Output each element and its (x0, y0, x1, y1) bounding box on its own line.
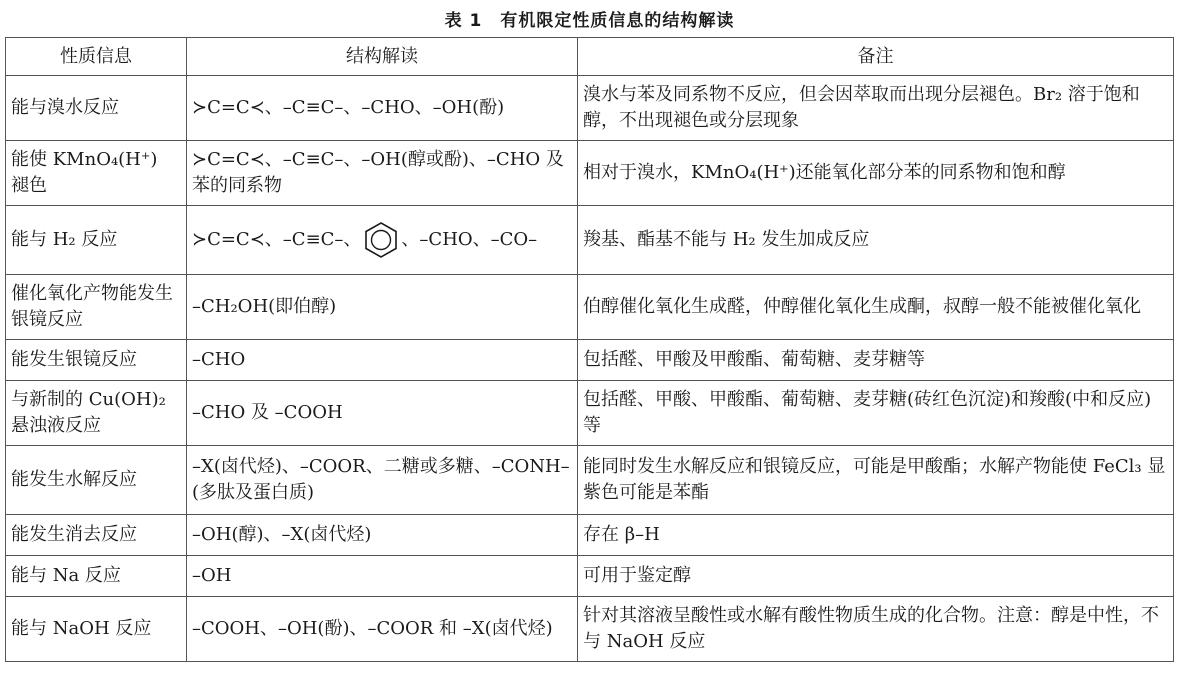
table-row (6, 275, 1174, 340)
cell-notes: 溴水与苯及同系物不反应，但会因萃取而出现分层褪色。Br₂ 溶于饱和醇，不出现褪色或分层现象 (578, 76, 1174, 141)
table-row (6, 446, 1174, 515)
cell-notes: 包括醛、甲酸及甲酸酯、葡萄糖、麦芽糖等 (578, 340, 1174, 381)
cell-structure: –COOH、–OH(酚)、–COOR 和 –X(卤代烃) (187, 597, 578, 662)
cell-notes: 存在 β–H (578, 515, 1174, 556)
cell-property: 能与溴水反应 (6, 76, 187, 141)
benzene-ring-icon (363, 220, 399, 260)
table-row (6, 515, 1174, 556)
header-notes: 备注 (578, 38, 1174, 76)
table-row (6, 556, 1174, 597)
cell-notes: 伯醇催化氧化生成醛，仲醇催化氧化生成酮，叔醇一般不能被催化氧化 (578, 275, 1174, 340)
cell-structure: –CH₂OH(即伯醇) (187, 275, 578, 340)
cell-notes: 相对于溴水，KMnO₄(H⁺)还能氧化部分苯的同系物和饱和醇 (578, 141, 1174, 206)
properties-table (5, 37, 1174, 662)
cell-notes: 包括醛、甲酸、甲酸酯、葡萄糖、麦芽糖(砖红色沉淀)和羧酸(中和反应)等 (578, 381, 1174, 446)
cell-structure: –X(卤代烃)、–COOR、二糖或多糖、–CONH–(多肽及蛋白质) (187, 446, 578, 515)
cell-structure: –CHO (187, 340, 578, 381)
cell-notes: 可用于鉴定醇 (578, 556, 1174, 597)
cell-structure: –CHO 及 –COOH (187, 381, 578, 446)
header-row (6, 38, 1174, 76)
header-property: 性质信息 (6, 38, 187, 76)
table-row (6, 340, 1174, 381)
header-structure: 结构解读 (187, 38, 578, 76)
cell-property: 能发生水解反应 (6, 446, 187, 515)
table-caption: 表 1 有机限定性质信息的结构解读 (444, 11, 735, 31)
table-row (6, 206, 1174, 275)
cell-notes: 羧基、酯基不能与 H₂ 发生加成反应 (578, 206, 1174, 275)
cell-structure: ≻C=C≺、–C≡C–、–CHO、–OH(酚) (187, 76, 578, 141)
cell-property: 能使 KMnO₄(H⁺) 褪色 (6, 141, 187, 206)
cell-property: 与新制的 Cu(OH)₂ 悬浊液反应 (6, 381, 187, 446)
table-row (6, 76, 1174, 141)
cell-notes: 能同时发生水解反应和银镜反应，可能是甲酸酯；水解产物能使 FeCl₃ 显紫色可能是苯酯 (578, 446, 1174, 515)
cell-property: 能与 NaOH 反应 (6, 597, 187, 662)
cell-property: 能与 H₂ 反应 (6, 206, 187, 275)
table-row (6, 597, 1174, 662)
table-row (6, 141, 1174, 206)
cell-structure: ≻C=C≺、–C≡C–、–OH(醇或酚)、–CHO 及苯的同系物 (187, 141, 578, 206)
cell-property: 能发生银镜反应 (6, 340, 187, 381)
cell-structure: –OH (187, 556, 578, 597)
cell-structure (187, 206, 578, 275)
cell-notes: 针对其溶液呈酸性或水解有酸性物质生成的化合物。注意：醇是中性，不与 NaOH 反应 (578, 597, 1174, 662)
table-row (6, 381, 1174, 446)
cell-property: 能与 Na 反应 (6, 556, 187, 597)
cell-structure: –OH(醇)、–X(卤代烃) (187, 515, 578, 556)
structure-text-before: ≻C=C≺、–C≡C–、 (192, 229, 362, 250)
structure-text-after: 、–CHO、–CO– (401, 229, 538, 250)
cell-property: 催化氧化产物能发生银镜反应 (6, 275, 187, 340)
cell-property: 能发生消去反应 (6, 515, 187, 556)
